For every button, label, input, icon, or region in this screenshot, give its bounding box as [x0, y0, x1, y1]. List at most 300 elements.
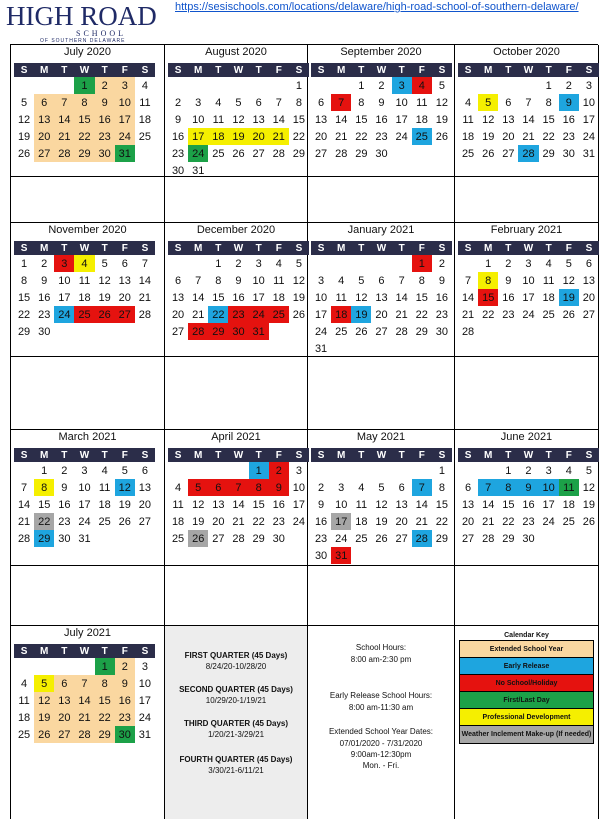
weekday-header: T [539, 448, 559, 462]
calendar-day: 4 [338, 274, 345, 287]
calendar-day: 26 [34, 726, 54, 743]
empty-day [168, 77, 188, 94]
calendar-day: 9 [505, 274, 512, 287]
empty-day [351, 340, 371, 357]
calendar-day: 7 [465, 274, 472, 287]
empty-day [14, 658, 34, 675]
calendar-day: 9 [95, 94, 115, 111]
calendar-day: 22 [355, 130, 368, 143]
calendar-day: 17 [78, 498, 91, 511]
calendar-day: 21 [335, 130, 348, 143]
calendar-day: 27 [582, 308, 596, 321]
calendar-day: 19 [435, 113, 449, 126]
empty-day [115, 530, 135, 547]
weekday-header: T [54, 63, 74, 77]
calendar-day: 29 [292, 147, 306, 160]
calendar-day: 23 [58, 515, 71, 528]
empty-day [539, 530, 559, 547]
empty-day [54, 323, 74, 340]
calendar-day: 13 [461, 498, 475, 511]
calendar-day: 24 [582, 130, 596, 143]
calendar-day: 27 [461, 532, 475, 545]
calendar-day: 8 [498, 479, 518, 496]
calendar-day: 20 [249, 128, 269, 145]
calendar-day: 14 [482, 498, 495, 511]
weekday-header: T [208, 241, 228, 255]
hours-ext-title: Extended School Year Dates: [328, 727, 434, 736]
calendar-day: 16 [435, 291, 449, 304]
weekday-header: S [458, 63, 478, 77]
calendar-day: 24 [54, 306, 74, 323]
weekday-header: M [34, 241, 54, 255]
weekday-header: T [392, 448, 412, 462]
calendar-day: 18 [171, 515, 185, 528]
calendar-day: 12 [192, 498, 205, 511]
empty-day [115, 323, 135, 340]
calendar-day: 23 [228, 306, 248, 323]
calendar-day: 13 [375, 291, 388, 304]
weekday-header: W [518, 63, 538, 77]
calendar-day: 22 [208, 306, 228, 323]
weekday-header: T [249, 241, 269, 255]
calendar-day: 11 [542, 274, 555, 287]
calendar-day: 4 [465, 96, 472, 109]
calendar-day: 26 [375, 532, 388, 545]
calendar-day: 3 [318, 274, 325, 287]
weekday-header: S [135, 241, 155, 255]
calendar-day: 3 [295, 464, 302, 477]
calendar-day: 4 [565, 464, 572, 477]
calendar-day: 24 [395, 130, 408, 143]
calendar-day: 22 [502, 515, 515, 528]
month-calendar [311, 241, 452, 357]
calendar-day: 11 [462, 113, 474, 126]
notes-cell [455, 177, 599, 223]
month-cell [11, 223, 165, 357]
calendar-day: 2 [115, 658, 135, 675]
calendar-day: 16 [375, 113, 388, 126]
calendar-day: 20 [138, 498, 152, 511]
calendar-day: 20 [118, 291, 131, 304]
calendar-day: 26 [435, 130, 449, 143]
calendar-day: 18 [78, 291, 91, 304]
calendar-key-list [459, 640, 594, 744]
month-calendar [14, 63, 155, 162]
calendar-day: 16 [171, 130, 185, 143]
calendar-day: 7 [525, 96, 532, 109]
month-title: December 2020 [196, 224, 276, 236]
month-title: June 2021 [500, 431, 553, 443]
calendar-day: 13 [34, 111, 54, 128]
weekday-header: F [115, 448, 135, 462]
empty-day [208, 462, 228, 479]
calendar-day: 15 [95, 692, 115, 709]
weekday-header: S [311, 241, 331, 255]
calendar-day: 8 [295, 96, 302, 109]
hours-ext-days: Mon. - Fri. [362, 761, 400, 770]
calendar-day: 11 [212, 113, 225, 126]
calendar-day: 15 [74, 111, 94, 128]
calendar-day: 14 [415, 498, 428, 511]
calendar-day: 6 [585, 257, 592, 270]
calendar-day: 2 [525, 464, 532, 477]
calendar-day: 28 [461, 325, 475, 338]
calendar-day: 17 [252, 291, 265, 304]
calendar-day: 1 [358, 79, 365, 92]
calendar-day: 20 [582, 291, 596, 304]
calendar-day: 16 [272, 498, 285, 511]
empty-day [392, 340, 412, 357]
calendar-day: 13 [582, 274, 596, 287]
empty-day [458, 255, 478, 272]
calendar-day: 21 [522, 130, 535, 143]
weekday-header: T [95, 241, 115, 255]
calendar-day: 5 [565, 257, 572, 270]
calendar-day: 24 [542, 515, 555, 528]
calendar-day: 29 [435, 532, 449, 545]
calendar-day: 9 [41, 274, 48, 287]
calendar-day: 23 [95, 128, 115, 145]
calendar-day: 1 [95, 658, 115, 675]
calendar-day: 7 [331, 94, 351, 111]
calendar-day: 9 [518, 479, 538, 496]
calendar-day: 23 [38, 308, 51, 321]
weekday-header: T [392, 63, 412, 77]
calendar-day: 20 [54, 709, 74, 726]
calendar-day: 1 [74, 77, 94, 94]
weekday-header: F [559, 448, 579, 462]
weekday-header: S [135, 644, 155, 658]
weekday-header: S [168, 63, 188, 77]
calendar-day: 18 [331, 306, 351, 323]
empty-day [168, 462, 188, 479]
empty-day [74, 323, 94, 340]
notes-cell [165, 357, 308, 430]
weekday-header: F [269, 63, 289, 77]
calendar-day: 21 [17, 515, 31, 528]
quarter-dates: 10/29/20-1/19/21 [205, 696, 267, 705]
calendar-day: 7 [275, 96, 282, 109]
calendar-day: 11 [559, 479, 579, 496]
calendar-day: 17 [115, 111, 135, 128]
empty-day [351, 547, 371, 564]
calendar-day: 11 [416, 96, 428, 109]
calendar-day: 28 [482, 532, 495, 545]
notes-cell [11, 357, 165, 430]
weekday-header: S [14, 241, 34, 255]
weekday-header: F [115, 644, 135, 658]
month-title: November 2020 [48, 224, 127, 236]
weekday-header: F [269, 448, 289, 462]
calendar-day: 1 [21, 257, 28, 270]
calendar-day: 21 [395, 308, 408, 321]
calendar-day: 28 [412, 530, 432, 547]
calendar-day: 24 [138, 711, 152, 724]
empty-day [95, 530, 115, 547]
calendar-day: 30 [435, 325, 449, 338]
empty-day [478, 462, 498, 479]
weekday-header: S [14, 644, 34, 658]
calendar-day: 6 [255, 96, 262, 109]
weekday-header: M [34, 63, 54, 77]
weekday-header: T [351, 63, 371, 77]
month-calendar [14, 448, 155, 547]
calendar-day: 26 [118, 515, 131, 528]
hours-ext-time: 9:00am-12:30pm [350, 750, 412, 759]
calendar-day: 4 [275, 257, 282, 270]
logo-line3: OF SOUTHERN DELAWARE [40, 38, 126, 44]
hours-school-time: 8:00 am-2:30 pm [350, 655, 412, 664]
calendar-day: 9 [235, 274, 242, 287]
month-cell [165, 45, 308, 177]
calendar-day: 22 [74, 128, 94, 145]
calendar-day: 29 [542, 147, 555, 160]
calendar-day: 24 [292, 515, 306, 528]
weekday-header: T [498, 448, 518, 462]
month-calendar [311, 448, 452, 564]
calendar-day: 19 [482, 130, 495, 143]
calendar-day: 18 [415, 113, 428, 126]
weekday-header: M [34, 644, 54, 658]
calendar-day: 7 [141, 257, 148, 270]
calendar-day: 30 [95, 145, 115, 162]
calendar-day: 30 [228, 323, 248, 340]
calendar-day: 9 [438, 274, 445, 287]
calendar-day: 6 [465, 481, 472, 494]
calendar-day: 4 [74, 255, 94, 272]
month-cell [11, 430, 165, 566]
calendar-day: 1 [545, 79, 552, 92]
calendar-day: 7 [478, 479, 498, 496]
weekday-header: T [249, 63, 269, 77]
empty-day [168, 255, 188, 272]
calendar-day: 23 [375, 130, 388, 143]
calendar-day: 16 [38, 291, 51, 304]
calendar-day: 2 [378, 79, 385, 92]
calendar-day: 12 [17, 113, 31, 126]
month-calendar [311, 63, 452, 162]
key-item-fl: First/Last Day [460, 692, 593, 709]
month-title: August 2020 [205, 46, 267, 58]
calendar-day: 11 [78, 274, 91, 287]
calendar-day: 31 [78, 532, 91, 545]
weekday-header: W [74, 63, 94, 77]
weekday-header: W [228, 63, 248, 77]
notes-cell [455, 357, 599, 430]
calendar-day: 5 [295, 257, 302, 270]
empty-day [208, 77, 228, 94]
calendar-day: 4 [215, 96, 222, 109]
calendar-day: 2 [505, 257, 512, 270]
calendar-key-title: Calendar Key [504, 632, 549, 639]
calendar-day: 6 [34, 94, 54, 111]
empty-day [14, 77, 34, 94]
month-calendar [168, 448, 309, 547]
calendar-day: 2 [95, 77, 115, 94]
calendar-day: 18 [355, 515, 368, 528]
calendar-day: 5 [358, 274, 365, 287]
calendar-day: 14 [192, 291, 205, 304]
calendar-day: 11 [172, 498, 184, 511]
calendar-day: 19 [192, 515, 205, 528]
calendar-day: 14 [461, 291, 475, 304]
calendar-day: 29 [95, 726, 115, 743]
empty-day [249, 77, 269, 94]
calendar-day: 14 [54, 111, 74, 128]
calendar-day: 10 [192, 113, 205, 126]
calendar-day: 10 [252, 274, 265, 287]
calendar-day: 30 [375, 147, 388, 160]
calendar-day: 25 [212, 147, 225, 160]
calendar-key-panel [455, 626, 599, 819]
calendar-day: 27 [171, 325, 185, 338]
empty-day [188, 255, 208, 272]
calendar-day: 20 [375, 308, 388, 321]
calendar-day: 23 [435, 308, 449, 321]
month-title: March 2021 [58, 431, 117, 443]
weekday-header: S [432, 241, 452, 255]
calendar-day: 26 [292, 308, 306, 321]
month-calendar [458, 448, 599, 547]
calendar-day: 4 [412, 77, 432, 94]
calendar-day: 5 [235, 96, 242, 109]
calendar-day: 21 [482, 515, 495, 528]
calendar-day: 13 [54, 692, 74, 709]
calendar-day: 29 [208, 323, 228, 340]
calendar-day: 23 [522, 515, 535, 528]
calendar-day: 22 [34, 513, 54, 530]
calendar-day: 12 [582, 481, 596, 494]
calendar-day: 6 [318, 96, 325, 109]
empty-day [188, 462, 208, 479]
school-url-link[interactable]: https://sesischools.com/locations/delaware/high-road-school-of-southern-delaware/ [175, 1, 579, 13]
calendar-day: 2 [438, 257, 445, 270]
calendar-day: 12 [98, 274, 111, 287]
calendar-day: 30 [115, 726, 135, 743]
empty-day [351, 255, 371, 272]
calendar-day: 3 [545, 464, 552, 477]
calendar-day: 5 [585, 464, 592, 477]
calendar-day: 5 [438, 79, 445, 92]
calendar-day: 22 [17, 308, 31, 321]
calendar-day: 7 [228, 479, 248, 496]
month-title: October 2020 [493, 46, 560, 58]
weekday-header: T [95, 448, 115, 462]
calendar-day: 23 [502, 308, 515, 321]
calendar-day: 3 [54, 255, 74, 272]
calendar-day: 1 [505, 464, 512, 477]
calendar-day: 23 [314, 532, 328, 545]
weekday-header: S [458, 241, 478, 255]
calendar-day: 3 [81, 464, 88, 477]
calendar-day: 29 [17, 325, 31, 338]
calendar-day: 1 [215, 257, 222, 270]
calendar-day: 15 [38, 498, 51, 511]
weekday-header: F [412, 241, 432, 255]
month-cell [455, 223, 599, 357]
calendar-day: 17 [331, 513, 351, 530]
weekday-header: S [289, 448, 309, 462]
weekday-header: S [168, 448, 188, 462]
empty-day [412, 145, 432, 162]
calendar-day: 30 [314, 549, 328, 562]
calendar-day: 22 [252, 515, 265, 528]
notes-cell [308, 566, 455, 626]
calendar-day: 6 [398, 481, 405, 494]
weekday-header: S [458, 448, 478, 462]
calendar-day: 26 [482, 147, 495, 160]
calendar-day: 25 [171, 532, 185, 545]
calendar-day: 5 [101, 257, 108, 270]
quarter-block [165, 754, 307, 776]
calendar-day: 22 [415, 308, 428, 321]
calendar-day: 26 [188, 530, 208, 547]
month-cell [165, 223, 308, 357]
calendar-day: 18 [562, 498, 575, 511]
calendar-day: 4 [141, 79, 148, 92]
empty-day [228, 462, 248, 479]
calendar-day: 28 [232, 532, 245, 545]
calendar-day: 6 [175, 274, 182, 287]
calendar-day: 12 [292, 274, 306, 287]
weekday-header: T [54, 644, 74, 658]
weekday-header: S [579, 448, 599, 462]
weekday-header: M [478, 241, 498, 255]
quarter-dates: 1/20/21-3/29/21 [207, 730, 265, 739]
calendar-day: 19 [98, 291, 111, 304]
calendar-day: 26 [562, 308, 575, 321]
weekday-header: S [289, 241, 309, 255]
calendar-day: 20 [34, 128, 54, 145]
weekday-header: W [371, 448, 391, 462]
calendar-day: 24 [78, 515, 91, 528]
calendar-day: 17 [138, 694, 152, 707]
weekday-header: W [371, 241, 391, 255]
calendar-day: 3 [392, 77, 412, 94]
notes-cell [165, 566, 308, 626]
quarter-block [165, 718, 307, 740]
calendar-day: 10 [115, 94, 135, 111]
calendar-day: 20 [395, 515, 408, 528]
month-cell [455, 430, 599, 566]
calendar-day: 14 [138, 274, 152, 287]
weekday-header: W [371, 63, 391, 77]
calendar-day: 29 [34, 530, 54, 547]
calendar-day: 18 [98, 498, 111, 511]
calendar-day: 20 [212, 515, 225, 528]
calendar-day: 21 [54, 128, 74, 145]
calendar-day: 25 [562, 515, 575, 528]
calendar-day: 10 [58, 274, 71, 287]
calendar-day: 17 [58, 291, 71, 304]
calendar-day: 10 [292, 481, 306, 494]
calendar-day: 30 [171, 164, 185, 177]
calendar-day: 29 [74, 145, 94, 162]
calendar-day: 16 [232, 291, 245, 304]
calendar-day: 30 [562, 147, 575, 160]
empty-day [478, 323, 498, 340]
weekday-header: T [95, 63, 115, 77]
month-title: April 2021 [211, 431, 261, 443]
calendar-day: 7 [398, 274, 405, 287]
empty-day [289, 530, 309, 547]
calendar-day: 25 [355, 532, 368, 545]
empty-day [371, 340, 391, 357]
calendar-day: 5 [34, 675, 54, 692]
calendar-day: 15 [17, 291, 31, 304]
calendar-day: 29 [415, 325, 428, 338]
calendar-day: 14 [395, 291, 408, 304]
